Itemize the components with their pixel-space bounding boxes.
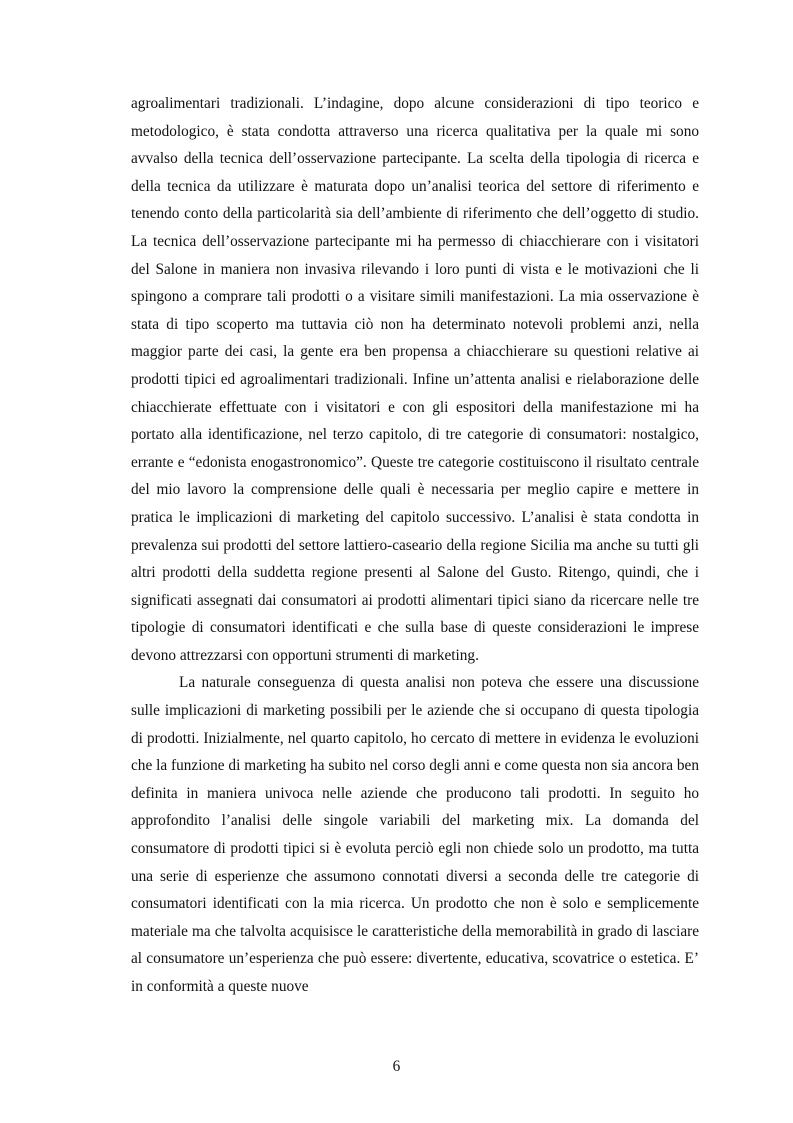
paragraph-2: La naturale conseguenza di questa analisi non poteva che essere una discussione sulle implicazioni di marketing possibili per le aziende che si occupano di questa tipologia di prodotti. Inizialmente, nel quarto capitolo, ho cercato di mettere in evidenza le evoluzioni che la funzione di marketing ha subito nel corso degli anni e come questa non sia ancora ben definita in maniera univoca nelle aziende che producono tali prodotti. In seguito ho approfondito l’analisi delle singole variabili del marketing mix. La domanda del consumatore di prodotti tipici si è evoluta perciò egli non chiede solo un prodotto, ma tutta una serie di esperienze che assumono connotati diversi a seconda delle tre categorie di consumatori identificati con la mia ricerca. Un prodotto che non è solo e semplicemente materiale ma che talvolta acquisisce le caratteristiche della memorabilità in grado di lasciare al consumatore un’esperienza che può essere: divertente, educativa, scovatrice o estetica. E’ in conformità a queste nuove [131, 674, 699, 995]
paragraph-1: agroalimentari tradizionali. L’indagine, dopo alcune considerazioni di tipo teorico e metodologico, è stata condotta attraverso una ricerca qualitativa per la quale mi sono avvalso della tecnica dell’osservazione partecipante. La scelta della tipologia di ricerca e della tecnica da utilizzare è maturata dopo un’analisi teorica del settore di riferimento e tenendo conto della particolarità sia dell’ambiente di riferimento che dell’oggetto di studio. La tecnica dell’osservazione partecipante mi ha permesso di chiacchierare con i visitatori del Salone in maniera non invasiva rilevando i loro punti di vista e le motivazioni che li spingono a comprare tali prodotti o a visitare simili manifestazioni. La mia osservazione è stata di tipo scoperto ma tuttavia ciò non ha determinato notevoli problemi anzi, nella maggior parte dei casi, la gente era ben propensa a chiacchierare su questioni relative ai prodotti tipici ed agroalimentari tradizionali. Infine un’attenta analisi e rielaborazione delle chiacchierate effettuate con i visitatori e con gli espositori della manifestazione mi ha portato alla identificazione, nel terzo capitolo, di tre categorie di consumatori: nostalgico, errante e “edonista enogastronomico”. Queste tre categorie costituiscono il risultato centrale del mio lavoro la comprensione delle quali è necessaria per meglio capire e mettere in pratica le implicazioni di marketing del capitolo successivo. L’analisi è stata condotta in prevalenza sui prodotti del settore lattiero-caseario della regione Sicilia ma anche su tutti gli altri prodotti della suddetta regione presenti al Salone del Gusto. Ritengo, quindi, che i significati assegnati dai consumatori ai prodotti alimentari tipici siano da ricercare nelle tre tipologie di consumatori identificati e che sulla base di queste considerazioni le imprese devono attrezzarsi con opportuni strumenti di marketing. [131, 95, 699, 664]
page-number: 6 [392, 1058, 401, 1075]
body-text [131, 90, 699, 1001]
